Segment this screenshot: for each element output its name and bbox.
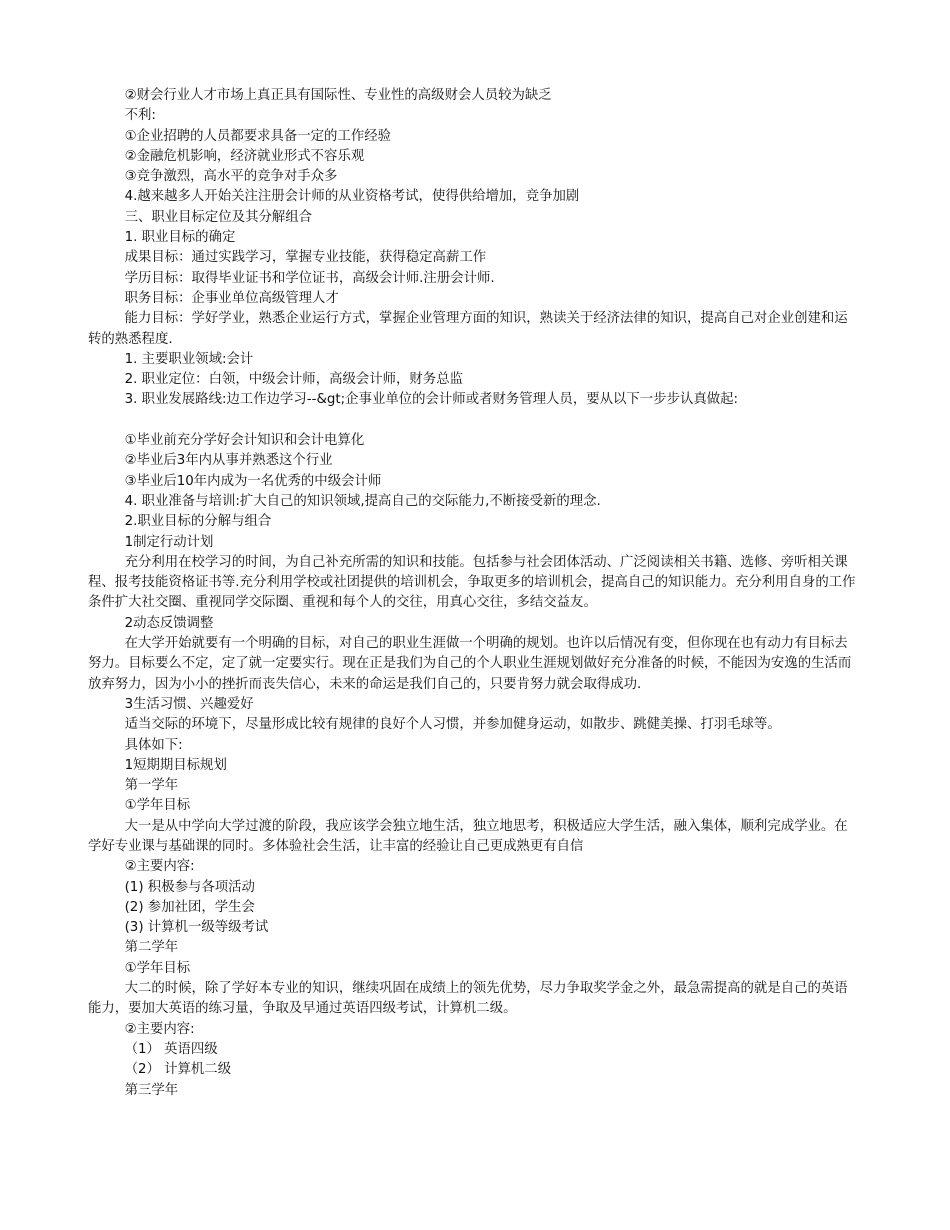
paragraph: 3生活习惯、兴趣爱好	[124, 696, 254, 712]
paragraph: 适当交际的环境下，尽量形成比较有规律的良好个人习惯，并参加健身运动，如散步、跳健美操、打羽毛球等。	[124, 717, 781, 733]
section-heading: 三、职业目标定位及其分解组合	[124, 209, 313, 225]
paragraph: 在大学开始就要有一个明确的目标，对自己的职业生涯做一个明确的规划。也许以后情况有变，但你现在也有动力有目标去努力。目标要么不定，定了就一定要实行。现在正是我们为自己的个人职业生涯规划做好充分准备的时候，不能因为安逸的生活而放弃努力，因为小小的挫折而丧失信心，未来的命运是我们自己的，只要肯努力就会取得成功.	[88, 636, 852, 692]
paragraph: （1） 英语四级	[124, 1041, 218, 1057]
paragraph: (1) 积极参与各项活动	[124, 879, 255, 895]
paragraph: (2) 参加社团，学生会	[124, 899, 255, 915]
paragraph: ①学年目标	[124, 960, 191, 976]
paragraph: ②毕业后3年内从事并熟悉这个行业	[124, 453, 333, 469]
paragraph: ③毕业后10年内成为一名优秀的中级会计师	[124, 473, 382, 489]
paragraph: ①企业招聘的人员都要求具备一定的工作经验	[124, 128, 392, 144]
paragraph: ①毕业前充分学好会计知识和会计电算化	[124, 433, 365, 449]
paragraph: 具体如下:	[124, 737, 183, 753]
paragraph: 成果目标：通过实践学习，掌握专业技能，获得稳定高薪工作	[124, 250, 487, 266]
paragraph: 2. 职业定位：白领，中级会计师，高级会计师，财务总监	[124, 372, 463, 388]
paragraph: 2动态反馈调整	[124, 615, 214, 631]
paragraph: 第二学年	[124, 940, 179, 956]
document-body	[88, 86, 860, 1101]
paragraph: 第一学年	[124, 778, 179, 794]
paragraph: （2） 计算机二级	[124, 1062, 232, 1078]
paragraph: 1. 主要职业领域:会计	[124, 351, 254, 367]
subsection-heading: 1. 职业目标的确定	[124, 230, 236, 246]
paragraph: 不利:	[124, 108, 156, 124]
paragraph: 3. 职业发展路线:边工作边学习--&gt;企事业单位的会计师或者财务管理人员，要从以下一步步认真做起:	[124, 392, 739, 408]
paragraph: 学历目标：取得毕业证书和学位证书，高级会计师.注册会计师.	[124, 270, 495, 286]
paragraph: 大二的时候，除了学好本专业的知识，继续巩固在成绩上的领先优势，尽力争取奖学金之外，最急需提高的就是自己的英语能力，要加大英语的练习量，争取及早通过英语四级考试，计算机二级。	[88, 981, 848, 1017]
paragraph: 大一是从中学向大学过渡的阶段，我应该学会独立地生活，独立地思考，积极适应大学生活，融入集体，顺利完成学业。在学好专业课与基础课的同时。多体验社会生活，让丰富的经验让自己更成熟更有自信	[88, 818, 848, 854]
paragraph: 1制定行动计划	[124, 534, 214, 550]
paragraph: 充分利用在校学习的时间，为自己补充所需的知识和技能。包括参与社会团体活动、广泛阅读相关书籍、选修、旁听相关课程、报考技能资格证书等.充分利用学校或社团提供的培训机会，争取更多的培训机会，提高自己的知识能力。充分利用自身的工作条件扩大社交圈、重视同学交际圈、重视和每个人的交往，用真心交往，多结交益友。	[88, 554, 856, 611]
blank-line	[88, 411, 860, 431]
paragraph: ②财会行业人才市场上真正具有国际性、专业性的高级财会人员较为缺乏	[124, 88, 552, 103]
paragraph: ①学年目标	[124, 798, 191, 814]
paragraph: (3) 计算机一级等级考试	[124, 920, 269, 936]
paragraph: 1短期期目标规划	[124, 757, 227, 773]
paragraph: 能力目标：学好学业，熟悉企业运行方式，掌握企业管理方面的知识，熟读关于经济法律的知识，提高自己对企业创建和运转的熟悉程度.	[88, 311, 848, 347]
paragraph: ③竞争激烈，高水平的竞争对手众多	[124, 169, 338, 185]
paragraph: 4. 职业准备与培训:扩大自己的知识领域,提高自己的交际能力,不断接受新的理念.	[124, 493, 601, 509]
paragraph: 4.越来越多人开始关注注册会计师的从业资格考试，使得供给增加，竞争加剧	[124, 189, 580, 205]
paragraph: ②主要内容:	[124, 1021, 195, 1037]
paragraph: ②金融危机影响，经济就业形式不容乐观	[124, 148, 365, 164]
paragraph: 职务目标：企事业单位高级管理人才	[124, 290, 339, 306]
paragraph: ②主要内容:	[124, 859, 195, 875]
subsection-heading: 2.职业目标的分解与组合	[124, 514, 272, 530]
paragraph: 第三学年	[124, 1082, 179, 1098]
